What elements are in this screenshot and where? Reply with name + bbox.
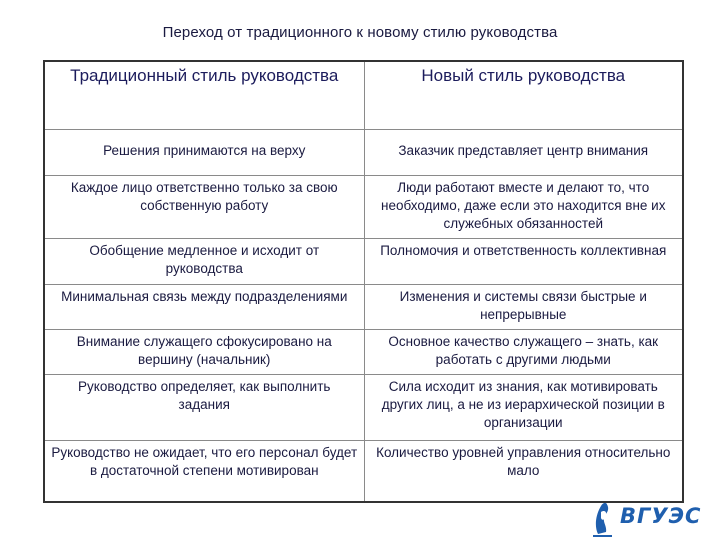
table-row — [44, 284, 683, 329]
emblem-icon — [588, 498, 618, 538]
table-cell: Изменения и системы связи быстрые и непрерывные — [364, 284, 683, 329]
table-cell: Полномочия и ответственность коллективная — [364, 238, 683, 284]
header-traditional-style: Традиционный стиль руководства — [44, 61, 364, 129]
table-row — [44, 175, 683, 238]
table-cell: Основное качество служащего – знать, как работать с другими людьми — [364, 329, 683, 374]
logo-text: ВГУЭС — [620, 504, 702, 528]
table-row — [44, 374, 683, 440]
table-cell: Внимание служащего сфокусировано на вершину (начальник) — [44, 329, 364, 374]
table-cell: Руководство не ожидает, что его персонал будет в достаточной степени мотивирован — [44, 440, 364, 502]
table-cell: Сила исходит из знания, как мотивировать других лиц, а не из иерархической позиции в организации — [364, 374, 683, 440]
table-cell: Количество уровней управления относительно мало — [364, 440, 683, 502]
table-cell: Руководство определяет, как выполнить задания — [44, 374, 364, 440]
comparison-table — [43, 60, 684, 503]
table-row — [44, 129, 683, 175]
header-new-style: Новый стиль руководства — [364, 61, 683, 129]
table-row — [44, 238, 683, 284]
table-cell: Люди работают вместе и делают то, что необходимо, даже если это находится вне их служебных обязанностей — [364, 175, 683, 238]
table-cell: Заказчик представляет центр внимания — [364, 129, 683, 175]
table-row — [44, 440, 683, 502]
table-row — [44, 329, 683, 374]
table-cell: Минимальная связь между подразделениями — [44, 284, 364, 329]
table-cell: Решения принимаются на верху — [44, 129, 364, 175]
table-header-row — [44, 61, 683, 129]
table-cell: Обобщение медленное и исходит от руководства — [44, 238, 364, 284]
university-logo — [588, 498, 702, 538]
table-cell: Каждое лицо ответственно только за свою собственную работу — [44, 175, 364, 238]
page-title: Переход от традиционного к новому стилю руководства — [162, 24, 558, 41]
